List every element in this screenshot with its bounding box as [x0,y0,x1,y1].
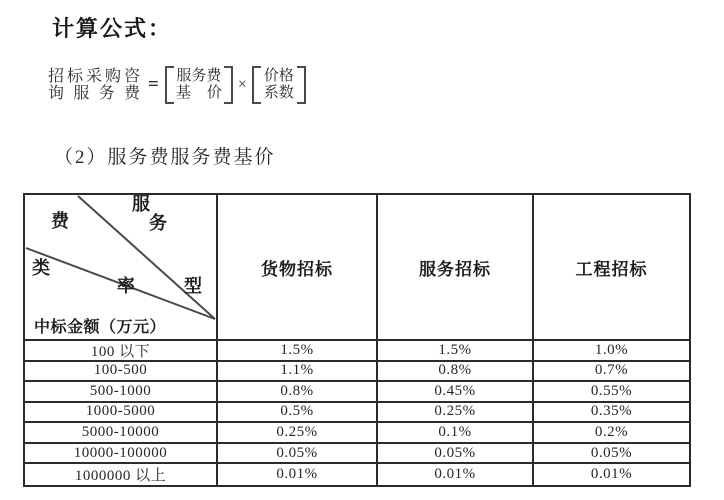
table-cell: 0.35% [534,403,689,424]
diagonal-header-cell [25,195,218,341]
row-label: 100 以下 [25,341,218,362]
table-cell: 0.55% [534,382,689,403]
table-cell: 0.05% [218,444,378,465]
formula-lhs-line1: 招标采购咨 [48,68,140,85]
page-title: 计算公式： [52,16,173,41]
table-cell: 0.25% [218,423,378,444]
table-cell: 1.5% [218,341,378,362]
table-cell: 0.2% [534,423,689,444]
diag-char-fu: 服 [132,195,150,214]
base-price-line1: 服务费 [176,68,222,84]
equals-sign: = [148,74,159,95]
table-cell: 0.1% [378,423,534,444]
table-cell: 0.01% [218,464,378,485]
table-cell: 0.25% [378,403,534,424]
right-bracket-icon [224,66,233,104]
row-label: 10000-100000 [25,444,218,465]
coefficient-line1: 价格 [263,68,294,84]
table-cell: 1.0% [534,341,689,362]
row-label: 500-1000 [25,382,218,403]
table-cell: 0.7% [534,362,689,383]
row-axis-label: 中标金额（万元） [34,319,167,336]
fee-formula [48,63,306,107]
diag-char-lei: 类 [32,258,50,278]
table-cell: 1.5% [378,341,534,362]
column-header-service: 服务招标 [378,195,534,341]
table-cell: 0.05% [534,444,689,465]
coefficient-line2: 系数 [263,85,294,101]
table-cell: 0.5% [218,403,378,424]
diag-char-wu: 务 [149,213,167,233]
left-bracket-icon [252,66,261,104]
table-cell: 0.45% [378,382,534,403]
base-price-line2: 基价 [175,85,222,101]
right-bracket-icon [297,66,306,104]
section-subtitle: （2）服务费服务费基价 [54,147,276,168]
base-price-bracket [165,66,233,104]
formula-lhs [48,68,140,102]
diag-char-xing: 型 [184,276,202,296]
table-cell: 0.8% [218,382,378,403]
table-cell: 1.1% [218,362,378,383]
service-fee-base-price-table [23,193,691,487]
table-cell: 0.01% [590,466,633,483]
formula-lhs-line2: 询服务费 [48,85,140,102]
row-label: 100-500 [25,362,218,383]
left-bracket-icon [165,66,174,104]
table-cell: 0.05% [378,444,534,465]
row-label: 1000000 以上 [25,464,218,485]
multiply-sign: × [237,76,247,93]
row-label: 5000-10000 [25,423,218,444]
row-label: 1000-5000 [25,403,218,424]
table-cell: 0.01% [378,464,534,485]
diag-char-lv: 率 [117,276,135,296]
column-header-goods: 货物招标 [218,195,378,341]
diag-char-fei: 费 [51,211,69,231]
column-header-engineering: 工程招标 [534,195,689,341]
table-cell: 0.8% [378,362,534,383]
price-coefficient-bracket [252,66,306,104]
